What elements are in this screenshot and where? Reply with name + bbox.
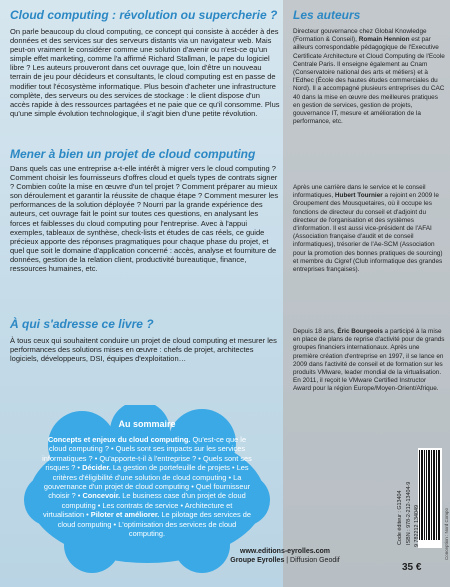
summary-item-4-text: Le pilotage des services de cloud computing • L'optimisation des services de cloud computing. xyxy=(57,510,251,539)
author-name-tournier: Hubert Tournier xyxy=(334,192,383,200)
author-name-hennion: Romain Hennion xyxy=(358,36,410,44)
isbn-line: ISBN : 978-2-212-13404-9 xyxy=(406,481,412,545)
authors-title: Les auteurs xyxy=(293,8,361,22)
summary-item-2-text: La gestion de portefeuille de projets • Les critères d'éligibilité d'une solution de cloud computing • La gouvernance d'un projet de cloud computing • Quel fournisseur choisir ? • xyxy=(43,463,251,501)
summary-item-3-bold: Concevoir. xyxy=(82,491,121,501)
barcode xyxy=(418,448,442,548)
bio2-pre: Après une carrière dans le service et le conseil informatiques, xyxy=(293,184,426,200)
summary-item-1-text: Qu'est-ce que le cloud computing ? • Quels sont ses impacts sur les services informatiques ? • Qu'apporte-t-il à l'entreprise ? • Quels sont ses risques ? • xyxy=(42,435,252,473)
bio1-post: est par ailleurs correspondable pédagogique de l'Executive Certificate Architecture et Cloud Computing de l'Ecole Centrale Paris. Il enseigne également au Cnam (Conservatoire national des arts et métiers) et à l'Edhec (École des hautes études commerciales du Nord). Il a accompagné plusieurs entreprises du CAC 40 dans la mise en œuvre des meilleures pratiques en gestion de services, gestion de projets, gouvernance IT, mesure et amélioration de la performance, etc. xyxy=(293,36,445,126)
bio3-post: a participé à la mise en place de plans de reprise d'activité pour de grands groupes financiers internationaux. Après une première création d'entreprise en 1997, il se lance en 2009 dans l'activité de conseil et de formation sur les produits VMware, leader mondial de la virtualisation. En 2011, il reçoit le VMware Certified Instructor Award pour la région Europe/Moyen-Orient/Afrique. xyxy=(293,328,445,393)
author-name-bourgeois: Éric Bourgeois xyxy=(337,328,383,335)
author-bio-tournier xyxy=(293,184,445,274)
section-body-audience: À tous ceux qui souhaitent conduire un projet de cloud computing et mesurer les performances des solutions mises en œuvre : chefs de projet, architectes logiciels, développeurs, DSI, équipes d'exploitation… xyxy=(10,336,277,364)
price: 35 € xyxy=(402,562,422,573)
publisher-group: Groupe Eyrolles xyxy=(230,557,285,564)
conception-credit: Conception : Nord Compo xyxy=(444,507,449,560)
bio1-pre: Directeur gouvernance chez Global Knowledge (Formation & Conseil), xyxy=(293,28,427,44)
publisher-url: www.editions-eyrolles.com xyxy=(240,548,330,555)
section-body-revolution: On parle beaucoup du cloud computing, ce concept qui consiste à accéder à des données et des services sur des serveurs distants via un navigateur web. Mais peut-on vraiment le considérer comme une solution d'avenir ou n'est-ce qu'un simple effet marketing, comme l'a affirmé Richard Stallman, le pape du logiciel libre ? Les auteurs prouveront dans cet ouvrage que, loin d'être un nouveau terrain de jeu pour décideurs et consultants, le cloud computing est en passe de modifier tout l'écosystème informatique. Plus besoin d'acheter une infrastructure complète, des serveurs ou des services de stockage : le client dispose d'un accès rapide à des ressources partagées et ne paie que ce qu'il consomme. Plus qu'une simple évolution technologique, il s'agit bien d'une petite révolution. xyxy=(10,27,280,118)
bio2-post: a rejoint en 2009 le Groupement des Mousquetaires, où il occupe les fonctions de directeur du conseil et d'adjoint du directeur de l'organisation et des systèmes d'information. Il est aussi vice-président de l'AFAI (Association française d'audit et de conseil informatiques), trésorier de l'Ae-SCM (Association pour la promotion des bonnes pratiques de sourcing) et membre du Cigref (Club informatique des grandes entreprises françaises). xyxy=(293,192,443,274)
summary-item-2-bold: Décider. xyxy=(82,463,111,473)
section-title-revolution: Cloud computing : révolution ou supercherie ? xyxy=(10,8,278,22)
publisher-distribution: | Diffusion Geodif xyxy=(284,557,340,564)
summary-text xyxy=(42,435,252,538)
section-title-audience: À qui s'adresse ce livre ? xyxy=(10,317,154,331)
barcode-digits: 9 782212 134049 xyxy=(414,505,420,547)
author-bio-bourgeois xyxy=(293,328,445,394)
publisher-block xyxy=(210,548,360,564)
publisher-code: Code éditeur : G13404 xyxy=(397,490,403,545)
summary-item-4-bold: Piloter et améliorer. xyxy=(90,510,160,520)
publisher-name xyxy=(210,557,360,564)
summary-item-3-text: Le business case d'un projet de cloud computing • Les contrats de service • Architecture et virtualisation • xyxy=(42,491,246,520)
section-body-projet: Dans quels cas une entreprise a-t-elle intérêt à migrer vers le cloud computing ? Comment choisir les fournisseurs d'offres cloud et quels types de contrats signer ? Combien coûte la mise en œuvre d'un tel projet ? Comment préparer au mieux son déroulement et garantir la réussite de chaque étape ? Comment mesurer les performances de la solution déployée ? Nourri par la grande expérience des auteurs, cet ouvrage fait le point sur toutes ces questions, en analysant les forces et faiblesses du cloud computing pour l'entreprise. Avec à l'appui exemples, tableaux de synthèse, check-lists et études de cas réels, ce guide précieux apporte des réponses pragmatiques pour chaque phase du projet, et quel que soit le domaine d'application concerné : accès, analyse et fourniture de données, gestion de la relation client, productivité bureautique, finance, ressources humaines, etc. xyxy=(10,164,279,274)
summary-item-1-bold: Concepts et enjeux du cloud computing. xyxy=(47,435,191,444)
summary-title: Au sommaire xyxy=(118,419,176,429)
section-title-projet: Mener à bien un projet de cloud computing xyxy=(10,147,256,161)
bio3-pre: Depuis 18 ans, xyxy=(293,328,338,335)
author-bio-hennion xyxy=(293,28,445,126)
